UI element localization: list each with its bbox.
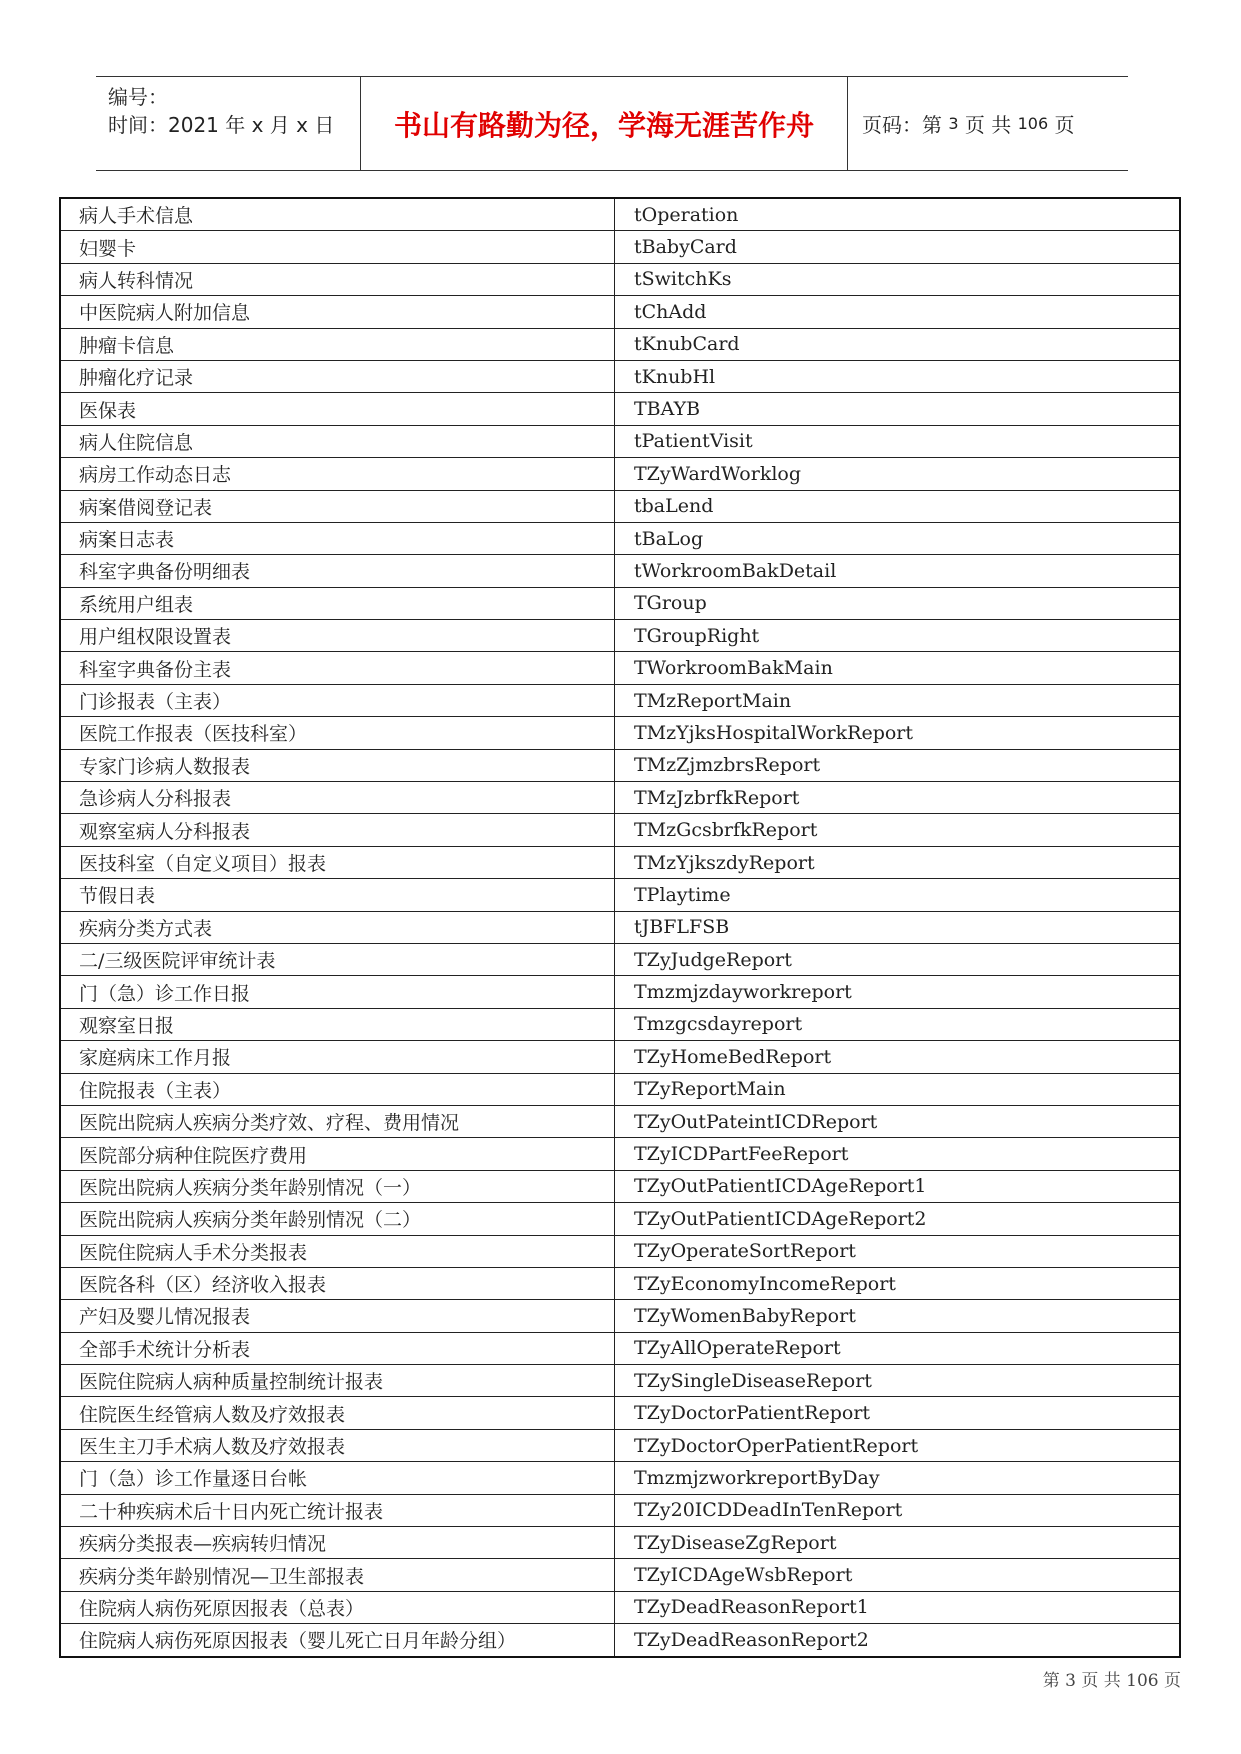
database-table-name: TMzGcsbrfkReport (615, 814, 1181, 846)
database-table-name: TMzZjmzbrsReport (615, 749, 1181, 781)
chinese-table-name: 肿瘤卡信息 (60, 328, 615, 360)
table-row (60, 425, 1180, 457)
database-table-name: tOperation (615, 198, 1181, 231)
database-table-name: TGroupRight (615, 620, 1181, 652)
table-row (60, 684, 1180, 716)
chinese-table-name: 医院出院病人疾病分类年龄别情况（一） (60, 1170, 615, 1202)
chinese-table-name: 产妇及婴儿情况报表 (60, 1300, 615, 1332)
header-page-number (862, 77, 1075, 170)
page-total: 106 (1017, 114, 1049, 133)
chinese-table-name: 医院住院病人病种质量控制统计报表 (60, 1365, 615, 1397)
database-table-name: TZyICDAgeWsbReport (615, 1559, 1181, 1591)
table-row (60, 1300, 1180, 1332)
table-row (60, 652, 1180, 684)
chinese-table-name: 科室字典备份明细表 (60, 555, 615, 587)
chinese-table-name: 急诊病人分科报表 (60, 782, 615, 814)
database-table-name: TZy20ICDDeadInTenReport (615, 1494, 1181, 1526)
database-table-name: tBaLog (615, 522, 1181, 554)
chinese-table-name: 二十种疾病术后十日内死亡统计报表 (60, 1494, 615, 1526)
table-row (60, 393, 1180, 425)
header-divider (360, 77, 361, 170)
table-row (60, 263, 1180, 295)
database-table-name: tSwitchKs (615, 263, 1181, 295)
table-row (60, 1332, 1180, 1364)
chinese-table-name: 住院医生经管病人数及疗效报表 (60, 1397, 615, 1429)
chinese-table-name: 医院部分病种住院医疗费用 (60, 1138, 615, 1170)
database-table-name: TZyDeadReasonReport1 (615, 1591, 1181, 1623)
table-row (60, 1527, 1180, 1559)
database-table-name: TZyOutPateintICDReport (615, 1105, 1181, 1137)
database-table-name: Tmzgcsdayreport (615, 1008, 1181, 1040)
chinese-table-name: 医生主刀手术病人数及疗效报表 (60, 1429, 615, 1461)
header-meta (108, 77, 356, 170)
chinese-table-name: 医院各科（区）经济收入报表 (60, 1267, 615, 1299)
table-row (60, 1365, 1180, 1397)
table-row (60, 749, 1180, 781)
table-row (60, 814, 1180, 846)
table-row (60, 846, 1180, 878)
database-table-name: TZyEconomyIncomeReport (615, 1267, 1181, 1299)
chinese-table-name: 住院病人病伤死原因报表（总表） (60, 1591, 615, 1623)
database-table-name: TMzReportMain (615, 684, 1181, 716)
table-row (60, 1203, 1180, 1235)
database-table-name: TmzmjzworkreportByDay (615, 1462, 1181, 1494)
chinese-table-name: 用户组权限设置表 (60, 620, 615, 652)
database-table-name: TZyOutPatientICDAgeReport1 (615, 1170, 1181, 1202)
database-table-name: TMzYjkszdyReport (615, 846, 1181, 878)
database-table-name: TZyHomeBedReport (615, 1041, 1181, 1073)
table-row (60, 976, 1180, 1008)
database-table-name: TZyDeadReasonReport2 (615, 1624, 1181, 1657)
database-table-name: TZyReportMain (615, 1073, 1181, 1105)
database-table-name: Tmzmjzdayworkreport (615, 976, 1181, 1008)
database-table-name: TGroup (615, 587, 1181, 619)
table-row (60, 782, 1180, 814)
database-table-name: TZySingleDiseaseReport (615, 1365, 1181, 1397)
chinese-table-name: 观察室日报 (60, 1008, 615, 1040)
database-table-name: TMzYjksHospitalWorkReport (615, 717, 1181, 749)
table-row (60, 231, 1180, 263)
table-row (60, 296, 1180, 328)
chinese-table-name: 科室字典备份主表 (60, 652, 615, 684)
chinese-table-name: 家庭病床工作月报 (60, 1041, 615, 1073)
chinese-table-name: 全部手术统计分析表 (60, 1332, 615, 1364)
chinese-table-name: 专家门诊病人数报表 (60, 749, 615, 781)
table-row (60, 490, 1180, 522)
database-table-name: tBabyCard (615, 231, 1181, 263)
table-row (60, 1462, 1180, 1494)
chinese-table-name: 医保表 (60, 393, 615, 425)
chinese-table-name: 肿瘤化疗记录 (60, 360, 615, 392)
table-row (60, 1041, 1180, 1073)
table-row (60, 879, 1180, 911)
table-row (60, 328, 1180, 360)
table-row (60, 1073, 1180, 1105)
chinese-table-name: 住院病人病伤死原因报表（婴儿死亡日月年龄分组） (60, 1624, 615, 1657)
database-table-name: TMzJzbrfkReport (615, 782, 1181, 814)
page-prefix: 页码：第 (862, 113, 942, 137)
table-row (60, 717, 1180, 749)
database-table-name: tbaLend (615, 490, 1181, 522)
database-table-name: TWorkroomBakMain (615, 652, 1181, 684)
page-footer: 第 3 页 共 106 页 (1042, 1671, 1181, 1691)
database-table-name: tKnubCard (615, 328, 1181, 360)
database-table-name: tKnubHl (615, 360, 1181, 392)
table-row (60, 1397, 1180, 1429)
table-row (60, 1235, 1180, 1267)
page-header (96, 76, 1128, 171)
table-row (60, 1267, 1180, 1299)
table-row (60, 1105, 1180, 1137)
chinese-table-name: 医院住院病人手术分类报表 (60, 1235, 615, 1267)
table-row (60, 911, 1180, 943)
database-table-name: TZyDoctorPatientReport (615, 1397, 1181, 1429)
table-row (60, 943, 1180, 975)
time-label: 时间：2021 年 x 月 x 日 (108, 113, 335, 137)
table-row (60, 1624, 1180, 1657)
chinese-table-name: 病人住院信息 (60, 425, 615, 457)
chinese-table-name: 门（急）诊工作量逐日台帐 (60, 1462, 615, 1494)
database-table-name: TPlaytime (615, 879, 1181, 911)
table-row (60, 1494, 1180, 1526)
database-table-name: tJBFLFSB (615, 911, 1181, 943)
table-row (60, 1429, 1180, 1461)
table-row (60, 620, 1180, 652)
database-table-name: tWorkroomBakDetail (615, 555, 1181, 587)
table-name-mapping (59, 197, 1181, 1658)
table-row (60, 1138, 1180, 1170)
chinese-table-name: 门（急）诊工作日报 (60, 976, 615, 1008)
table-row (60, 587, 1180, 619)
chinese-table-name: 系统用户组表 (60, 587, 615, 619)
chinese-table-name: 住院报表（主表） (60, 1073, 615, 1105)
chinese-table-name: 门诊报表（主表） (60, 684, 615, 716)
database-table-name: TZyJudgeReport (615, 943, 1181, 975)
table-row (60, 198, 1180, 231)
page-mid: 页 共 (964, 113, 1012, 137)
table-row (60, 1559, 1180, 1591)
page-current: 3 (948, 114, 959, 133)
table-row (60, 1170, 1180, 1202)
chinese-table-name: 二/三级医院评审统计表 (60, 943, 615, 975)
chinese-table-name: 病房工作动态日志 (60, 458, 615, 490)
database-table-name: TZyWomenBabyReport (615, 1300, 1181, 1332)
database-table-name: TZyDoctorOperPatientReport (615, 1429, 1181, 1461)
database-table-name: tPatientVisit (615, 425, 1181, 457)
database-table-name: TBAYB (615, 393, 1181, 425)
table-body (60, 198, 1180, 1657)
database-table-name: TZyOperateSortReport (615, 1235, 1181, 1267)
database-table-name: TZyOutPatientICDAgeReport2 (615, 1203, 1181, 1235)
chinese-table-name: 疾病分类方式表 (60, 911, 615, 943)
chinese-table-name: 疾病分类报表—疾病转归情况 (60, 1527, 615, 1559)
chinese-table-name: 病人手术信息 (60, 198, 615, 231)
chinese-table-name: 医院出院病人疾病分类疗效、疗程、费用情况 (60, 1105, 615, 1137)
database-table-name: TZyWardWorklog (615, 458, 1181, 490)
chinese-table-name: 妇婴卡 (60, 231, 615, 263)
database-table-name: TZyDiseaseZgReport (615, 1527, 1181, 1559)
chinese-table-name: 观察室病人分科报表 (60, 814, 615, 846)
header-motto: 书山有路勤为径，学海无涯苦作舟 (393, 108, 814, 142)
chinese-table-name: 节假日表 (60, 879, 615, 911)
page-suffix: 页 (1054, 113, 1075, 137)
table-row (60, 555, 1180, 587)
table-row (60, 522, 1180, 554)
chinese-table-name: 医技科室（自定义项目）报表 (60, 846, 615, 878)
chinese-table-name: 病案借阅登记表 (60, 490, 615, 522)
chinese-table-name: 疾病分类年龄别情况—卫生部报表 (60, 1559, 615, 1591)
chinese-table-name: 医院出院病人疾病分类年龄别情况（二） (60, 1203, 615, 1235)
chinese-table-name: 病人转科情况 (60, 263, 615, 295)
table-row (60, 1591, 1180, 1623)
table-row (60, 458, 1180, 490)
header-divider (847, 77, 848, 170)
table-row (60, 1008, 1180, 1040)
number-label: 编号： (108, 85, 168, 109)
database-table-name: TZyICDPartFeeReport (615, 1138, 1181, 1170)
chinese-table-name: 病案日志表 (60, 522, 615, 554)
database-table-name: TZyAllOperateReport (615, 1332, 1181, 1364)
chinese-table-name: 中医院病人附加信息 (60, 296, 615, 328)
chinese-table-name: 医院工作报表（医技科室） (60, 717, 615, 749)
table-row (60, 360, 1180, 392)
database-table-name: tChAdd (615, 296, 1181, 328)
